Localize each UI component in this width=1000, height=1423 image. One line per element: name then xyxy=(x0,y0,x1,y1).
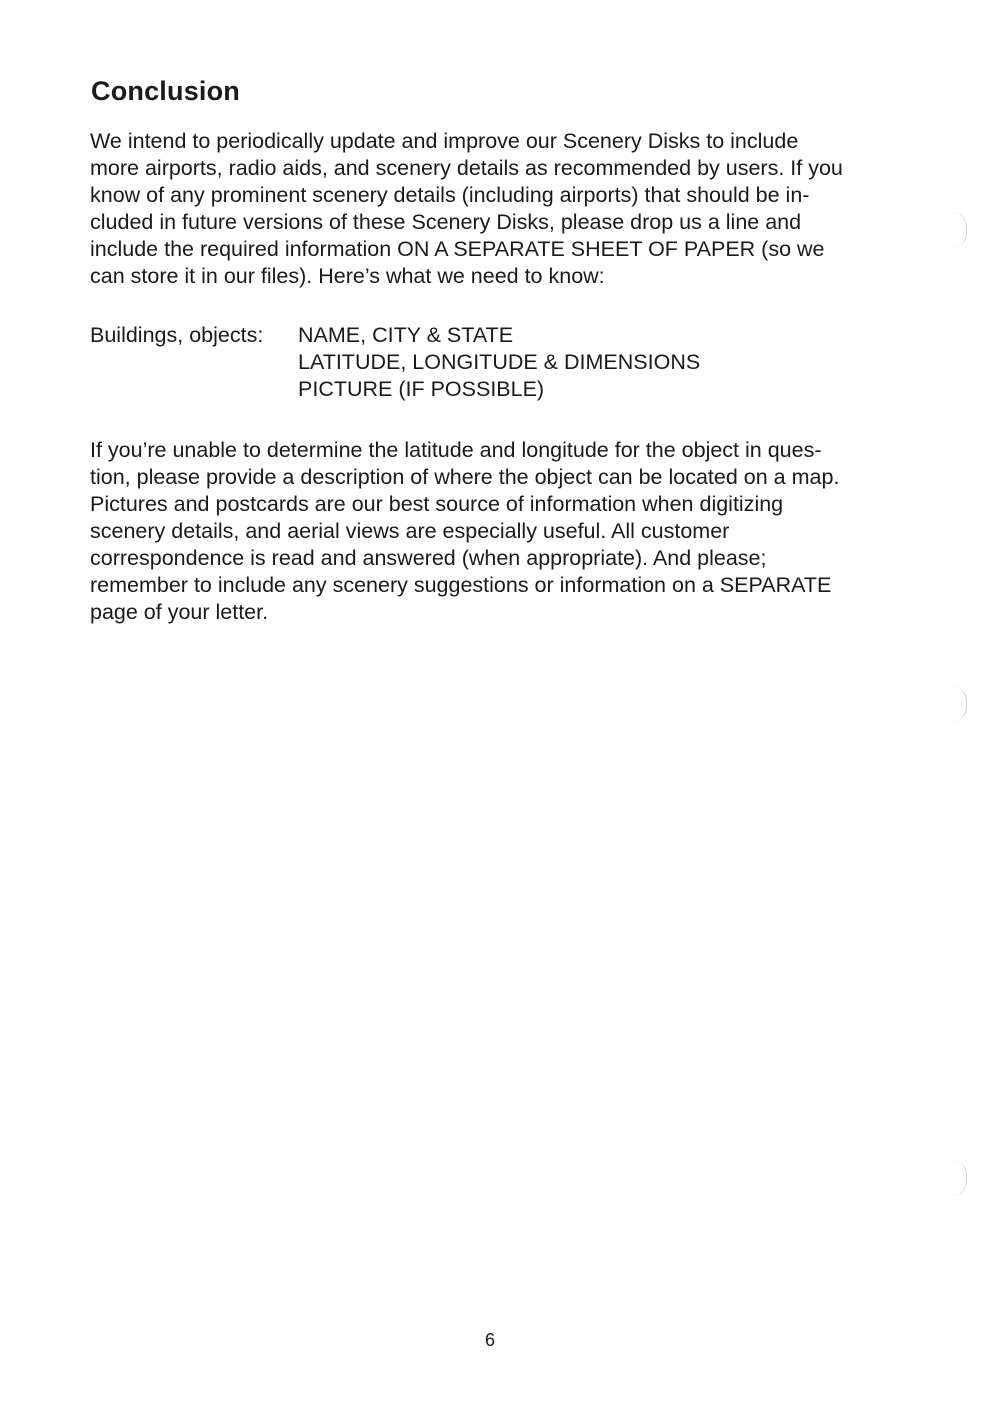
paragraph-line: We intend to periodically update and improve our Scenery Disks to include xyxy=(90,129,799,153)
paragraph-line: correspondence is read and answered (when appropriate). And please; xyxy=(90,546,767,570)
section-heading: Conclusion xyxy=(91,76,240,106)
paragraph-line: more airports, radio aids, and scenery details as recommended by users. If you xyxy=(90,156,843,180)
paragraph-line: cluded in future versions of these Scenery Disks, please drop us a line and xyxy=(90,210,802,234)
paragraph-line: scenery details, and aerial views are especially useful. All customer xyxy=(90,519,730,543)
intro-paragraph xyxy=(90,128,843,290)
paragraph-line: If you’re unable to determine the latitude and longitude for the object in ques- xyxy=(90,438,822,462)
paragraph-line: can store it in our files). Here’s what we need to know: xyxy=(90,264,605,288)
paragraph-line: remember to include any scenery suggestions or information on a SEPARATE xyxy=(90,573,832,597)
paragraph-line: include the required information ON A SEPARATE SHEET OF PAPER (so we xyxy=(90,237,825,261)
binder-hole-mark xyxy=(952,212,967,248)
requirement-item: NAME, CITY & STATE xyxy=(298,323,514,347)
page-number: 6 xyxy=(484,1330,495,1350)
binder-hole-mark xyxy=(952,686,967,722)
paragraph-line: page of your letter. xyxy=(90,600,269,624)
requirements-label: Buildings, objects: xyxy=(90,323,264,347)
requirement-item: LATITUDE, LONGITUDE & DIMENSIONS xyxy=(298,350,701,374)
instructions-paragraph xyxy=(90,437,839,626)
binder-hole-mark xyxy=(952,1160,967,1196)
requirements-list xyxy=(298,322,700,403)
paragraph-line: tion, please provide a description of where the object can be located on a map. xyxy=(90,465,840,489)
requirement-item: PICTURE (IF POSSIBLE) xyxy=(298,377,545,401)
paragraph-line: know of any prominent scenery details (including airports) that should be in- xyxy=(90,183,810,207)
paragraph-line: Pictures and postcards are our best source of information when digitizing xyxy=(90,492,784,516)
